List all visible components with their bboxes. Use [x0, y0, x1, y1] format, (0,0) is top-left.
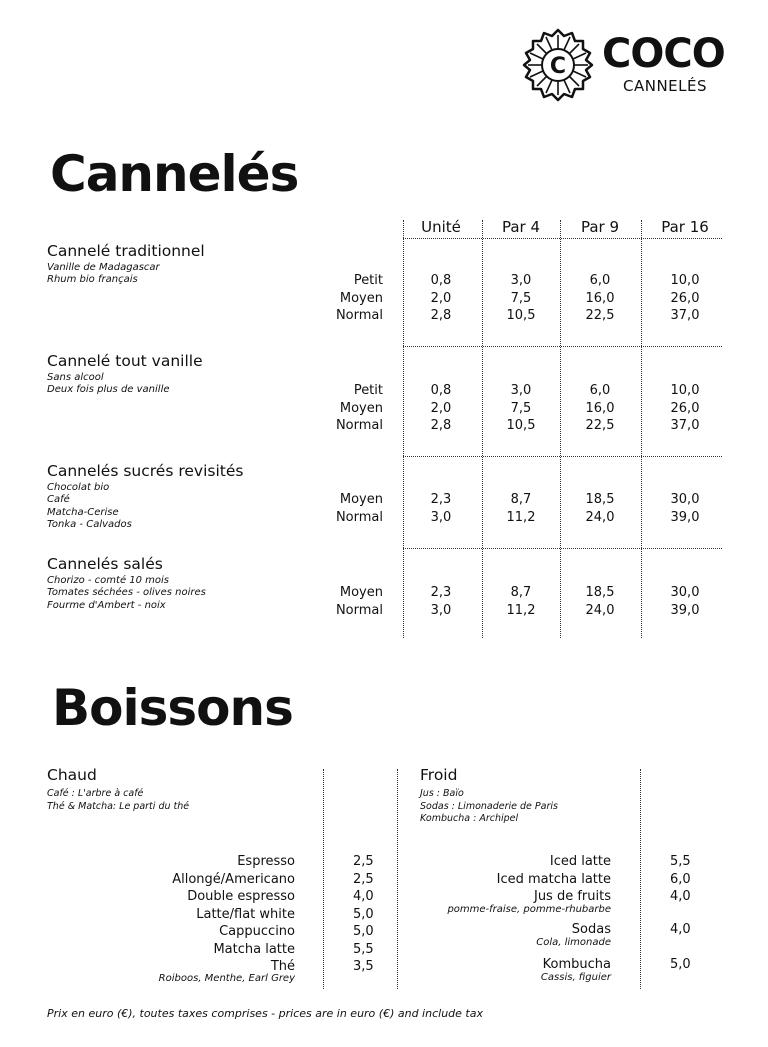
price-cell: 2,0 — [430, 290, 452, 306]
footer-note: Prix en euro (€), toutes taxes comprises - prices are in euro (€) and include tax — [47, 1007, 483, 1020]
size-label: Normal — [335, 308, 383, 323]
price-cell: 0,8 — [430, 383, 452, 398]
price-cell: 2,3 — [430, 492, 452, 507]
product-note: Tonka - Calvados — [47, 518, 132, 530]
drink-price: 4,0 — [670, 889, 691, 904]
price-cell: 10,5 — [506, 418, 536, 433]
product-note: Chorizo - comté 10 mois — [47, 575, 170, 586]
drink-price: 5,5 — [670, 854, 691, 869]
drink-variants: Roiboos, Menthe, Earl Grey — [158, 973, 295, 984]
drink-price: 2,5 — [353, 871, 374, 887]
product-note: Deux fois plus de vanille — [47, 384, 170, 396]
froid-supplier-note: Jus : Baïo — [420, 788, 464, 799]
logo-mark — [520, 27, 596, 103]
chaud-title: Chaud — [47, 766, 97, 784]
froid-supplier-note: Sodas : Limonaderie de Paris — [420, 800, 558, 812]
price-cell: 37,0 — [670, 418, 700, 433]
drink-name: Thé — [270, 959, 295, 974]
row-divider — [403, 346, 722, 347]
size-label: Normal — [335, 602, 383, 618]
price-cell: 22,5 — [585, 418, 615, 433]
canele-icon — [520, 27, 596, 103]
drink-variants: Cola, limonade — [536, 937, 611, 948]
drink-name: Cappuccino — [219, 924, 295, 939]
product-note: Tomates séchées - olives noires — [47, 587, 206, 599]
column-divider — [403, 220, 404, 638]
column-header: Par 9 — [580, 218, 620, 236]
price-cell: 6,0 — [589, 273, 611, 288]
column-header: Unité — [421, 218, 461, 236]
price-cell: 0,8 — [430, 273, 452, 288]
price-cell: 7,5 — [510, 290, 532, 306]
size-label: Normal — [335, 418, 383, 433]
price-cell: 3,0 — [510, 273, 532, 288]
price-cell: 10,0 — [670, 273, 700, 288]
drink-price: 2,5 — [353, 854, 374, 869]
price-cell: 18,5 — [585, 585, 615, 600]
cannele-title: Cannelés — [50, 145, 299, 203]
product-note: Matcha-Cerise — [47, 506, 119, 518]
price-cell: 16,0 — [585, 290, 615, 306]
drink-name: Sodas — [571, 922, 611, 937]
size-label: Petit — [353, 273, 383, 288]
froid-supplier-note: Kombucha : Archipel — [420, 813, 519, 824]
drink-price: 6,0 — [670, 871, 691, 887]
column-header: Par 4 — [501, 218, 541, 236]
price-cell: 3,0 — [430, 509, 452, 525]
size-label: Moyen — [339, 492, 383, 507]
product-note: Rhum bio français — [47, 274, 138, 286]
brand-subtitle: CANNELÉS — [623, 77, 708, 95]
drink-price: 4,0 — [670, 922, 691, 937]
price-cell: 11,2 — [506, 509, 536, 525]
size-label: Moyen — [339, 290, 383, 306]
price-cell: 26,0 — [670, 290, 700, 306]
column-divider — [641, 220, 642, 638]
price-cell: 2,3 — [430, 585, 452, 600]
drink-name: Espresso — [237, 854, 295, 869]
size-label: Moyen — [339, 585, 383, 600]
row-divider — [403, 548, 722, 549]
price-cell: 2,0 — [430, 400, 452, 416]
price-cell: 18,5 — [585, 492, 615, 507]
drink-name: Double espresso — [187, 889, 295, 904]
price-cell: 22,5 — [585, 308, 615, 323]
product-note: Sans alcool — [47, 372, 104, 383]
price-cell: 3,0 — [430, 602, 452, 618]
price-cell: 10,0 — [670, 383, 700, 398]
drink-price: 3,5 — [353, 959, 374, 974]
drink-name: Jus de fruits — [533, 889, 611, 904]
price-cell: 39,0 — [670, 602, 700, 618]
brand-name: COCO — [602, 31, 725, 77]
price-cell: 8,7 — [510, 492, 532, 507]
price-cell: 2,8 — [430, 418, 452, 433]
price-cell: 2,8 — [430, 308, 452, 323]
price-cell: 6,0 — [589, 383, 611, 398]
size-label: Petit — [353, 383, 383, 398]
drink-name: Matcha latte — [213, 941, 295, 957]
size-label: Moyen — [339, 400, 383, 416]
price-cell: 30,0 — [670, 585, 700, 600]
drink-price: 5,0 — [670, 957, 691, 972]
size-label: Normal — [335, 509, 383, 525]
froid-title: Froid — [420, 766, 458, 784]
column-divider — [482, 220, 483, 638]
drink-price: 5,0 — [353, 906, 374, 922]
price-cell: 24,0 — [585, 509, 615, 525]
chaud-supplier-note: Café : L'arbre à café — [47, 788, 144, 799]
drink-name: Latte/flat white — [196, 906, 295, 922]
chaud-divider-name — [323, 769, 324, 989]
froid-divider-price — [640, 769, 641, 989]
row-divider — [403, 238, 722, 239]
price-cell: 30,0 — [670, 492, 700, 507]
price-cell: 37,0 — [670, 308, 700, 323]
product-name: Cannelés salés — [47, 555, 163, 573]
boissons-title: Boissons — [52, 679, 293, 737]
row-divider — [403, 456, 722, 457]
drink-price: 5,0 — [353, 924, 374, 939]
product-note: Vanille de Madagascar — [47, 262, 160, 273]
price-cell: 24,0 — [585, 602, 615, 618]
product-note: Chocolat bio — [47, 482, 110, 493]
price-cell: 3,0 — [510, 383, 532, 398]
drink-variants: pomme-fraise, pomme-rhubarbe — [447, 904, 611, 915]
product-note: Café — [47, 494, 70, 506]
logo-letter: C — [549, 54, 567, 79]
product-name: Cannelé tout vanille — [47, 352, 203, 370]
price-cell: 10,5 — [506, 308, 536, 323]
product-note: Fourme d'Ambert - noix — [47, 599, 166, 611]
price-cell: 11,2 — [506, 602, 536, 618]
price-cell: 7,5 — [510, 400, 532, 416]
product-name: Cannelés sucrés revisités — [47, 462, 244, 480]
product-name: Cannelé traditionnel — [47, 242, 205, 260]
drink-name: Iced matcha latte — [496, 871, 611, 887]
drink-price: 5,5 — [353, 941, 374, 957]
drink-price: 4,0 — [353, 889, 374, 904]
price-cell: 16,0 — [585, 400, 615, 416]
drink-name: Kombucha — [542, 957, 611, 972]
column-divider — [560, 220, 561, 638]
drink-variants: Cassis, figuier — [540, 972, 611, 983]
drink-name: Allongé/Americano — [172, 871, 295, 887]
drink-name: Iced latte — [549, 854, 611, 869]
price-cell: 39,0 — [670, 509, 700, 525]
price-cell: 26,0 — [670, 400, 700, 416]
chaud-supplier-note: Thé & Matcha: Le parti du thé — [47, 800, 190, 812]
price-cell: 8,7 — [510, 585, 532, 600]
column-header: Par 16 — [661, 218, 709, 236]
